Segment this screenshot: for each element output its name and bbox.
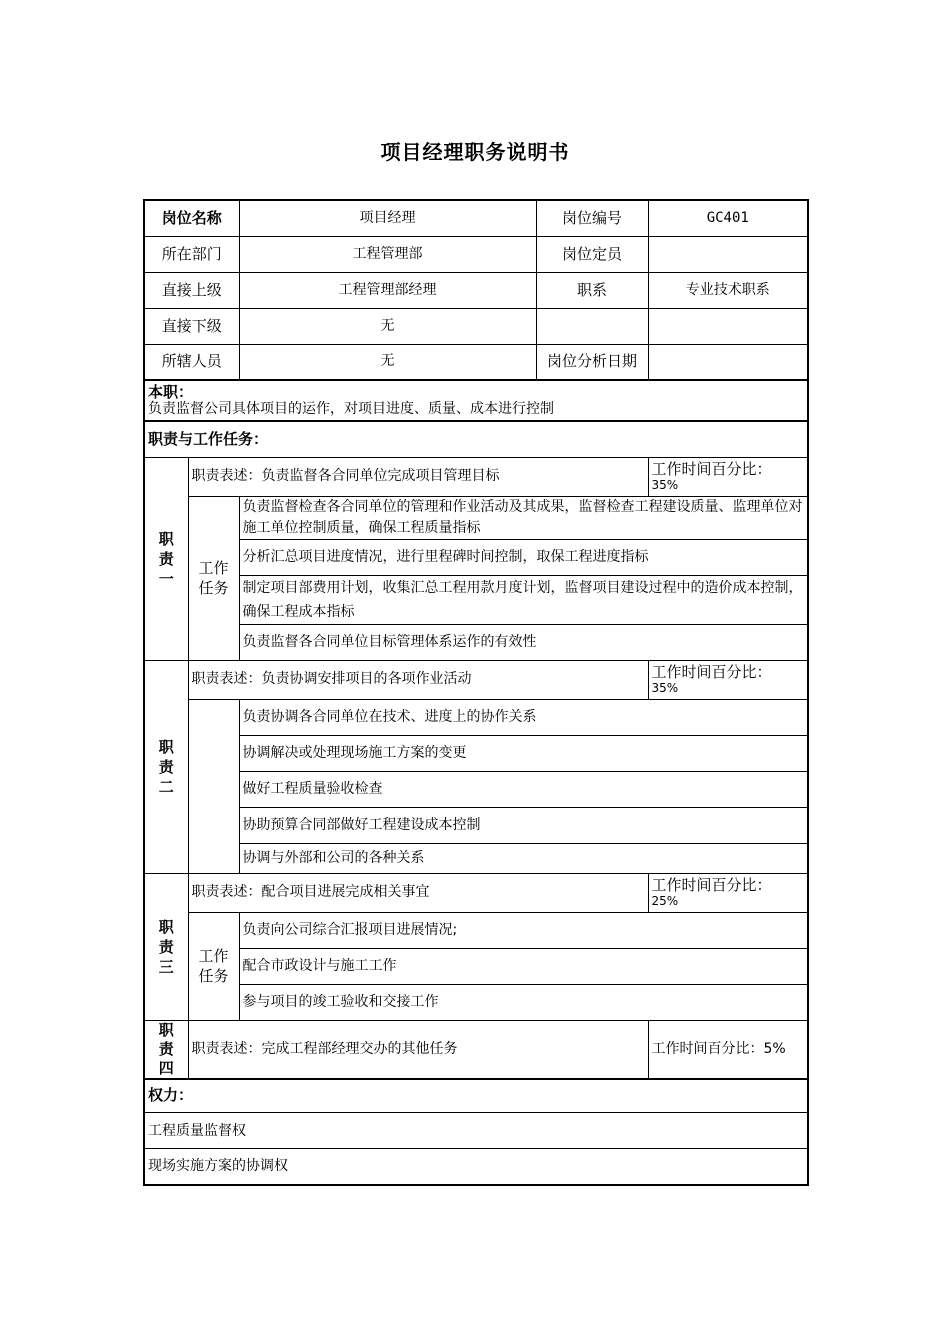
position-name-value: 项目经理 xyxy=(239,200,536,236)
work-tasks-label: 工作任务 xyxy=(188,912,239,1020)
info-row xyxy=(144,236,808,272)
empty-cell xyxy=(648,308,808,344)
powers-label: 权力： xyxy=(144,1079,808,1113)
task-item: 协助预算合同部做好工程建设成本控制 xyxy=(239,807,808,843)
task-item: 负责监督检查各合同单位的管理和作业活动及其成果，监督检查工程建设质量、监理单位对施工单位控制质量，确保工程质量指标 xyxy=(239,496,808,539)
info-row xyxy=(144,200,808,236)
task-row xyxy=(144,735,808,771)
duty-description: 职责表述：负责协调安排项目的各项作业活动 xyxy=(188,660,648,699)
duty-time xyxy=(648,660,808,699)
task-row xyxy=(144,539,808,575)
time-label: 工作时间百分比： xyxy=(651,663,772,681)
task-item: 做好工程质量验收检查 xyxy=(239,771,808,807)
duty-description: 职责表述：负责监督各合同单位完成项目管理目标 xyxy=(188,457,648,496)
duty-label: 职责一 xyxy=(144,457,188,660)
position-code-label: 岗位编号 xyxy=(536,200,648,236)
duty-label: 职责三 xyxy=(144,873,188,1020)
duty-time xyxy=(648,457,808,496)
staff-label: 所辖人员 xyxy=(144,344,239,380)
task-row xyxy=(144,624,808,660)
department-label: 所在部门 xyxy=(144,236,239,272)
core-label: 本职： xyxy=(148,382,194,401)
task-row xyxy=(144,771,808,807)
core-row xyxy=(144,380,808,421)
info-row xyxy=(144,308,808,344)
task-item: 负责协调各合同单位在技术、进度上的协作关系 xyxy=(239,699,808,735)
task-row xyxy=(144,575,808,624)
task-row xyxy=(144,807,808,843)
position-code-value: GC401 xyxy=(648,200,808,236)
page-title: 项目经理职务说明书 xyxy=(380,140,570,164)
time-label: 工作时间百分比： xyxy=(651,460,772,478)
duties-header-row xyxy=(144,421,808,457)
task-item: 制定项目部费用计划，收集汇总工程用款月度计划，监督项目建设过程中的造价成本控制，确保工程成本指标 xyxy=(239,575,808,624)
time-value: 35% xyxy=(651,478,679,492)
duty-time: 工作时间百分比：5% xyxy=(648,1020,808,1079)
duty-description: 职责表述：配合项目进展完成相关事宜 xyxy=(188,873,648,912)
duty-label: 职责二 xyxy=(144,660,188,873)
job-description-table xyxy=(143,199,809,1186)
info-row xyxy=(144,344,808,380)
task-item: 协调与外部和公司的各种关系 xyxy=(239,843,808,873)
series-value: 专业技术职系 xyxy=(648,272,808,308)
task-row xyxy=(144,948,808,984)
power-item: 现场实施方案的协调权 xyxy=(144,1149,808,1185)
powers-header-row xyxy=(144,1079,808,1113)
time-value: 25% xyxy=(651,894,679,908)
power-item: 工程质量监督权 xyxy=(144,1113,808,1149)
quota-label: 岗位定员 xyxy=(536,236,648,272)
superior-value: 工程管理部经理 xyxy=(239,272,536,308)
task-row xyxy=(144,912,808,948)
subordinate-label: 直接下级 xyxy=(144,308,239,344)
empty-cell xyxy=(536,308,648,344)
subordinate-value: 无 xyxy=(239,308,536,344)
staff-value: 无 xyxy=(239,344,536,380)
task-item: 负责监督各合同单位目标管理体系运作的有效性 xyxy=(239,624,808,660)
duty-row xyxy=(144,457,808,496)
info-row xyxy=(144,272,808,308)
core-text: 负责监督公司具体项目的运作，对项目进度、质量、成本进行控制 xyxy=(148,400,554,417)
task-row xyxy=(144,496,808,539)
quota-value xyxy=(648,236,808,272)
duty-label: 职责四 xyxy=(144,1020,188,1079)
duty-row xyxy=(144,873,808,912)
task-item: 参与项目的竣工验收和交接工作 xyxy=(239,984,808,1020)
power-row xyxy=(144,1149,808,1185)
duty-description: 职责表述：完成工程部经理交办的其他任务 xyxy=(188,1020,648,1079)
duty-row xyxy=(144,660,808,699)
task-row xyxy=(144,984,808,1020)
task-item: 协调解决或处理现场施工方案的变更 xyxy=(239,735,808,771)
series-label: 职系 xyxy=(536,272,648,308)
superior-label: 直接上级 xyxy=(144,272,239,308)
empty-cell xyxy=(188,699,239,873)
power-row xyxy=(144,1113,808,1149)
department-value: 工程管理部 xyxy=(239,236,536,272)
task-row xyxy=(144,843,808,873)
time-value: 35% xyxy=(651,681,679,695)
time-label: 工作时间百分比： xyxy=(651,876,772,894)
duty-row xyxy=(144,1020,808,1079)
duty-time xyxy=(648,873,808,912)
work-tasks-label: 工作任务 xyxy=(188,496,239,660)
duties-header: 职责与工作任务： xyxy=(144,421,808,457)
task-item: 配合市政设计与施工工作 xyxy=(239,948,808,984)
analysis-date-value xyxy=(648,344,808,380)
analysis-date-label: 岗位分析日期 xyxy=(536,344,648,380)
task-item: 分析汇总项目进度情况，进行里程碑时间控制，取保工程进度指标 xyxy=(239,539,808,575)
task-row xyxy=(144,699,808,735)
position-name-label: 岗位名称 xyxy=(144,200,239,236)
task-item: 负责向公司综合汇报项目进展情况; xyxy=(239,912,808,948)
